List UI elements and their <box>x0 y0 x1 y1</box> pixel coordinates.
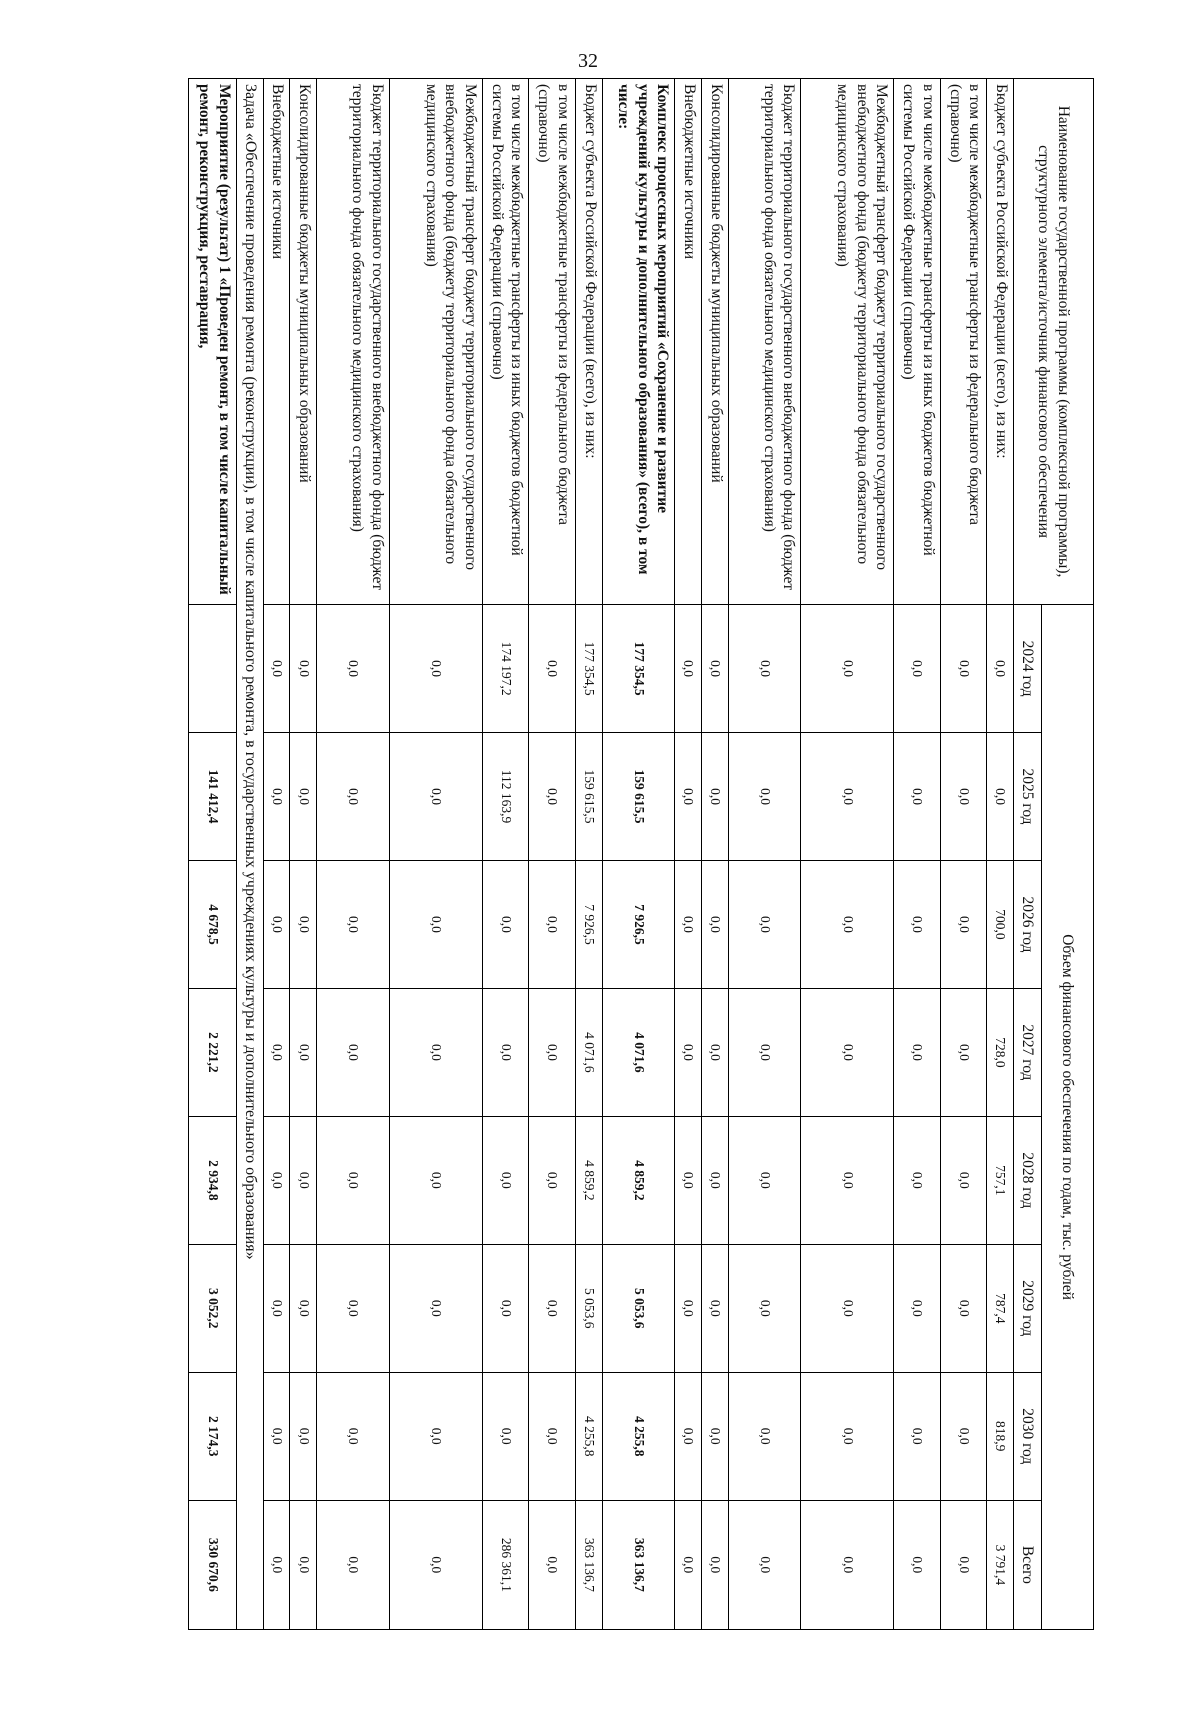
value-cell: 363 136,7 <box>575 1500 602 1629</box>
value-cell: 0,0 <box>290 1116 317 1244</box>
value-cell: 0,0 <box>894 1372 941 1500</box>
row-name-cell: Бюджет субъекта Российской Федерации (всего), из них: <box>987 79 1014 605</box>
value-cell: 0,0 <box>389 605 482 733</box>
table-row <box>317 79 389 1630</box>
value-cell: 700,0 <box>987 861 1014 989</box>
value-cell: 4 255,8 <box>575 1372 602 1500</box>
value-cell: 7 926,5 <box>575 861 602 989</box>
value-cell: 0,0 <box>529 1116 576 1244</box>
value-cell: 0,0 <box>728 605 800 733</box>
value-cell: 0,0 <box>940 605 987 733</box>
value-cell: 5 053,6 <box>575 1244 602 1372</box>
value-cell: 4 678,5 <box>189 861 237 989</box>
row-name-cell: в том числе межбюджетные трансферты из федерального бюджета (справочно) <box>529 79 576 605</box>
value-cell: 0,0 <box>940 1372 987 1500</box>
value-cell: 112 163,9 <box>482 733 529 861</box>
value-cell: 0,0 <box>317 1500 389 1629</box>
value-cell: 2 221,2 <box>189 988 237 1116</box>
value-cell: 0,0 <box>701 733 728 861</box>
row-name-cell: Комплекс процессных мероприятий «Сохранение и развитие учреждений культуры и дополнительного образования» (всего), в том числе: <box>602 79 674 605</box>
funding-table <box>188 78 1094 1630</box>
value-cell: 3 052,2 <box>189 1244 237 1372</box>
task-row <box>236 79 263 1630</box>
value-cell: 0,0 <box>701 1116 728 1244</box>
value-cell: 0,0 <box>894 733 941 861</box>
value-cell: 0,0 <box>482 988 529 1116</box>
table-row <box>940 79 987 1630</box>
value-cell: 0,0 <box>801 861 894 989</box>
table-row <box>482 79 529 1630</box>
header-year: 2028 год <box>1014 1116 1042 1244</box>
value-cell: 0,0 <box>940 861 987 989</box>
header-year: 2025 год <box>1014 733 1042 861</box>
value-cell: 0,0 <box>801 605 894 733</box>
value-cell: 286 361,1 <box>482 1500 529 1629</box>
value-cell: 0,0 <box>290 1244 317 1372</box>
value-cell: 0,0 <box>801 1500 894 1629</box>
value-cell: 0,0 <box>728 988 800 1116</box>
table-row <box>529 79 576 1630</box>
header-year: 2030 год <box>1014 1372 1042 1500</box>
header-year: 2024 год <box>1014 605 1042 733</box>
value-cell: 141 412,4 <box>189 733 237 861</box>
row-name-cell: в том числе межбюджетные трансферты из иных бюджетов бюджетной системы Российской Федерации (справочно) <box>894 79 941 605</box>
table-row <box>575 79 602 1630</box>
value-cell: 0,0 <box>728 861 800 989</box>
row-name-cell: Мероприятие (результат) 1 «Проведен ремонт, в том числе капитальный ремонт, реконструкция, реставрация, <box>189 79 237 605</box>
value-cell: 0,0 <box>674 1500 701 1629</box>
value-cell: 0,0 <box>894 1244 941 1372</box>
value-cell: 0,0 <box>940 1244 987 1372</box>
value-cell: 0,0 <box>263 605 290 733</box>
table-row <box>801 79 894 1630</box>
value-cell: 0,0 <box>263 1116 290 1244</box>
value-cell: 0,0 <box>290 1500 317 1629</box>
value-cell: 0,0 <box>529 1244 576 1372</box>
row-name-cell: Бюджет субъекта Российской Федерации (всего), из них: <box>575 79 602 605</box>
value-cell: 3 791,4 <box>987 1500 1014 1629</box>
value-cell: 0,0 <box>263 861 290 989</box>
value-cell: 2 934,8 <box>189 1116 237 1244</box>
row-name-cell: в том числе межбюджетные трансферты из иных бюджетов бюджетной системы Российской Федерации (справочно) <box>482 79 529 605</box>
value-cell: 0,0 <box>801 1116 894 1244</box>
value-cell: 0,0 <box>389 1244 482 1372</box>
table-row <box>602 79 674 1630</box>
value-cell: 177 354,5 <box>575 605 602 733</box>
value-cell: 0,0 <box>940 1500 987 1629</box>
value-cell: 4 255,8 <box>602 1372 674 1500</box>
value-cell: 0,0 <box>701 1244 728 1372</box>
value-cell: 330 670,6 <box>189 1500 237 1629</box>
value-cell: 0,0 <box>674 988 701 1116</box>
row-name-cell: Консолидированные бюджеты муниципальных образований <box>290 79 317 605</box>
value-cell: 177 354,5 <box>602 605 674 733</box>
table-row <box>290 79 317 1630</box>
value-cell: 4 071,6 <box>575 988 602 1116</box>
value-cell: 0,0 <box>674 1116 701 1244</box>
value-cell: 4 859,2 <box>602 1116 674 1244</box>
value-cell: 0,0 <box>894 988 941 1116</box>
rotated-table-container <box>188 78 1094 1630</box>
value-cell: 0,0 <box>529 605 576 733</box>
value-cell: 0,0 <box>389 988 482 1116</box>
value-cell: 0,0 <box>674 605 701 733</box>
value-cell: 0,0 <box>894 861 941 989</box>
value-cell: 0,0 <box>674 1244 701 1372</box>
value-cell: 0,0 <box>263 1244 290 1372</box>
value-cell: 159 615,5 <box>602 733 674 861</box>
table-row <box>189 79 237 1630</box>
value-cell: 0,0 <box>290 605 317 733</box>
row-name-cell: Межбюджетный трансферт бюджету территориального государственного внебюджетного фонда (бюджету территориального фонда обязательного медицинского страхования) <box>801 79 894 605</box>
value-cell: 5 053,6 <box>602 1244 674 1372</box>
value-cell: 0,0 <box>728 1116 800 1244</box>
value-cell: 0,0 <box>701 1500 728 1629</box>
value-cell: 818,9 <box>987 1372 1014 1500</box>
table-row <box>389 79 482 1630</box>
value-cell: 0,0 <box>290 988 317 1116</box>
value-cell: 0,0 <box>529 733 576 861</box>
value-cell: 757,1 <box>987 1116 1014 1244</box>
value-cell: 0,0 <box>290 733 317 861</box>
header-total: Всего <box>1014 1500 1042 1629</box>
value-cell: 0,0 <box>940 733 987 861</box>
value-cell: 0,0 <box>529 1500 576 1629</box>
value-cell: 0,0 <box>728 1500 800 1629</box>
table-row <box>674 79 701 1630</box>
value-cell: 787,4 <box>987 1244 1014 1372</box>
value-cell: 0,0 <box>389 1116 482 1244</box>
value-cell: 0,0 <box>482 1372 529 1500</box>
value-cell: 0,0 <box>894 1116 941 1244</box>
value-cell: 2 174,3 <box>189 1372 237 1500</box>
value-cell: 0,0 <box>801 733 894 861</box>
value-cell: 0,0 <box>987 605 1014 733</box>
table-row <box>263 79 290 1630</box>
value-cell: 0,0 <box>728 1244 800 1372</box>
value-cell: 0,0 <box>674 1372 701 1500</box>
value-cell: 0,0 <box>263 733 290 861</box>
table-row <box>728 79 800 1630</box>
row-name-cell: Внебюджетные источники <box>263 79 290 605</box>
header-name-column: Наименование государственной программы (комплексной программы), структурного элемента/источник финансового обеспечения <box>1014 79 1094 605</box>
value-cell: 0,0 <box>317 861 389 989</box>
header-year: 2029 год <box>1014 1244 1042 1372</box>
value-cell: 0,0 <box>389 1372 482 1500</box>
value-cell: 159 615,5 <box>575 733 602 861</box>
page-number: 32 <box>578 50 598 72</box>
row-name-cell: Консолидированные бюджеты муниципальных образований <box>701 79 728 605</box>
value-cell: 4 071,6 <box>602 988 674 1116</box>
value-cell: 0,0 <box>894 1500 941 1629</box>
table-row <box>894 79 941 1630</box>
value-cell: 0,0 <box>263 1500 290 1629</box>
row-name-cell: Бюджет территориального государственного внебюджетного фонда (бюджет территориального фонда обязательного медицинского страхования) <box>317 79 389 605</box>
value-cell: 0,0 <box>317 1244 389 1372</box>
value-cell: 0,0 <box>701 1372 728 1500</box>
row-name-cell: Бюджет территориального государственного внебюджетного фонда (бюджет территориального фонда обязательного медицинского страхования) <box>728 79 800 605</box>
table-row <box>701 79 728 1630</box>
value-cell: 0,0 <box>801 1244 894 1372</box>
value-cell: 0,0 <box>290 861 317 989</box>
value-cell: 0,0 <box>290 1372 317 1500</box>
value-cell: 0,0 <box>529 861 576 989</box>
row-name-cell: в том числе межбюджетные трансферты из федерального бюджета (справочно) <box>940 79 987 605</box>
value-cell: 0,0 <box>317 988 389 1116</box>
header-volume-title: Объем финансового обеспечения по годам, тыс. рублей <box>1042 605 1094 1630</box>
value-cell: 7 926,5 <box>602 861 674 989</box>
value-cell: 0,0 <box>263 1372 290 1500</box>
value-cell: 174 197,2 <box>482 605 529 733</box>
table-body <box>189 79 1014 1630</box>
value-cell: 0,0 <box>317 605 389 733</box>
value-cell: 0,0 <box>940 1116 987 1244</box>
value-cell: 0,0 <box>701 861 728 989</box>
row-name-cell: Межбюджетный трансферт бюджету территориального государственного внебюджетного фонда (бюджету территориального фонда обязательного медицинского страхования) <box>389 79 482 605</box>
value-cell: 0,0 <box>317 1116 389 1244</box>
value-cell: 0,0 <box>529 988 576 1116</box>
value-cell: 0,0 <box>701 605 728 733</box>
value-cell: 728,0 <box>987 988 1014 1116</box>
value-cell: 0,0 <box>529 1372 576 1500</box>
value-cell: 0,0 <box>801 988 894 1116</box>
value-cell <box>189 605 237 733</box>
value-cell: 0,0 <box>317 1372 389 1500</box>
value-cell: 0,0 <box>482 861 529 989</box>
task-row-text: Задача «Обеспечение проведения ремонта (реконструкции), в том числе капитального ремонта, в государственных учреждениях культуры и дополнительного образования» <box>236 79 263 1630</box>
value-cell: 363 136,7 <box>602 1500 674 1629</box>
value-cell: 0,0 <box>987 733 1014 861</box>
value-cell: 0,0 <box>701 988 728 1116</box>
value-cell: 0,0 <box>674 861 701 989</box>
value-cell: 4 859,2 <box>575 1116 602 1244</box>
value-cell: 0,0 <box>894 605 941 733</box>
table-row <box>987 79 1014 1630</box>
value-cell: 0,0 <box>940 988 987 1116</box>
value-cell: 0,0 <box>801 1372 894 1500</box>
value-cell: 0,0 <box>389 861 482 989</box>
value-cell: 0,0 <box>482 1116 529 1244</box>
value-cell: 0,0 <box>317 733 389 861</box>
header-year: 2027 год <box>1014 988 1042 1116</box>
header-year: 2026 год <box>1014 861 1042 989</box>
row-name-cell: Внебюджетные источники <box>674 79 701 605</box>
value-cell: 0,0 <box>728 1372 800 1500</box>
value-cell: 0,0 <box>389 733 482 861</box>
value-cell: 0,0 <box>482 1244 529 1372</box>
value-cell: 0,0 <box>263 988 290 1116</box>
value-cell: 0,0 <box>728 733 800 861</box>
value-cell: 0,0 <box>389 1500 482 1629</box>
value-cell: 0,0 <box>674 733 701 861</box>
